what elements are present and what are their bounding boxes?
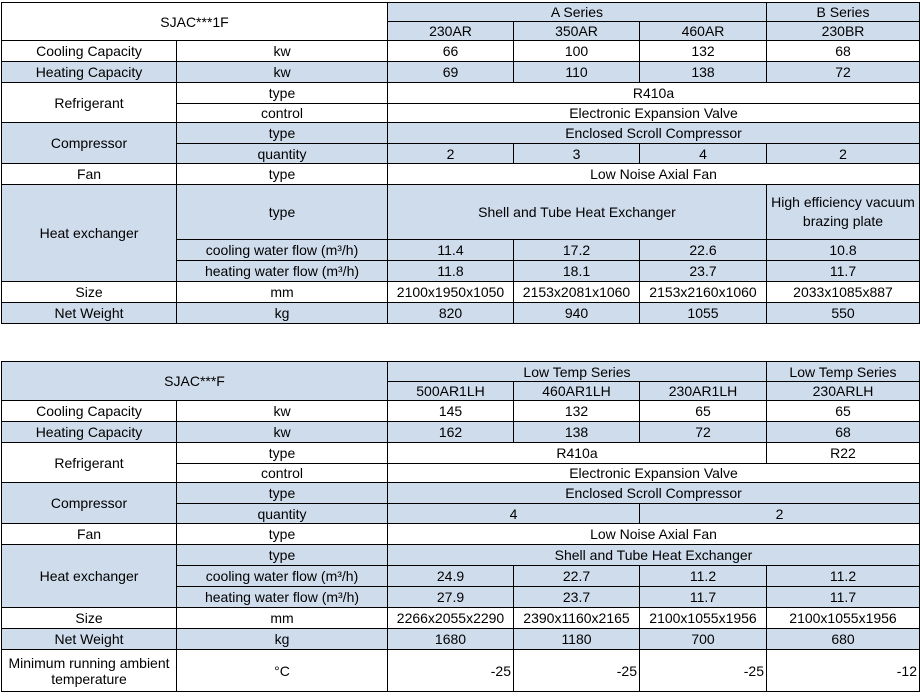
unit-cell: °C — [177, 650, 388, 692]
value-cell: 1055 — [640, 303, 767, 324]
row-label-net-weight: Net Weight — [2, 303, 177, 324]
value-cell: -25 — [388, 650, 514, 692]
value-cell: 72 — [640, 422, 767, 443]
value-cell: 1180 — [514, 629, 640, 650]
model-name: 460AR1LH — [514, 382, 640, 401]
value-cell: 2266x2055x2290 — [388, 608, 514, 629]
row-label-refrigerant: Refrigerant — [2, 443, 177, 483]
value-cell: Shell and Tube Heat Exchanger — [388, 185, 767, 240]
value-cell: 68 — [767, 422, 920, 443]
value-cell: -12 — [767, 650, 920, 692]
value-cell: 2 — [640, 504, 920, 524]
sub-label: cooling water flow (m³/h) — [177, 566, 388, 587]
value-cell: 162 — [388, 422, 514, 443]
row-label-net-weight: Net Weight — [2, 629, 177, 650]
value-cell: 11.4 — [388, 240, 514, 261]
value-cell: -25 — [640, 650, 767, 692]
series-header-low-temp-2: Low Temp Series — [767, 362, 920, 382]
value-cell: 17.2 — [514, 240, 640, 261]
row-label-refrigerant: Refrigerant — [2, 83, 177, 123]
value-cell: 138 — [514, 422, 640, 443]
value-cell: 24.9 — [388, 566, 514, 587]
value-cell: 10.8 — [767, 240, 920, 261]
row-label-cooling-capacity: Cooling Capacity — [2, 401, 177, 422]
value-cell: 18.1 — [514, 261, 640, 282]
sub-label: type — [177, 123, 388, 144]
value-cell: 138 — [640, 62, 767, 83]
row-label-heating-capacity: Heating Capacity — [2, 62, 177, 83]
row-label-heating-capacity: Heating Capacity — [2, 422, 177, 443]
model-name: 460AR — [640, 22, 767, 41]
value-cell: 2390x1160x2165 — [514, 608, 640, 629]
value-cell: 69 — [388, 62, 514, 83]
row-label-size: Size — [2, 282, 177, 303]
value-cell: 2100x1055x1956 — [640, 608, 767, 629]
sub-label: type — [177, 83, 388, 104]
unit-cell: kw — [177, 422, 388, 443]
value-cell: R22 — [767, 443, 920, 464]
value-cell: 145 — [388, 401, 514, 422]
model-name: 230AR1LH — [640, 382, 767, 401]
model-name: 500AR1LH — [388, 382, 514, 401]
value-cell: 4 — [388, 504, 640, 524]
row-label-fan: Fan — [2, 164, 177, 185]
sub-label: control — [177, 464, 388, 483]
sub-label: type — [177, 164, 388, 185]
value-cell: 2 — [767, 144, 920, 164]
value-cell: Low Noise Axial Fan — [388, 164, 920, 185]
value-cell: 11.2 — [767, 566, 920, 587]
row-label-size: Size — [2, 608, 177, 629]
value-cell: R410a — [388, 83, 920, 104]
unit-cell: kw — [177, 41, 388, 62]
row-label-min-temp: Minimum running ambient temperature — [2, 650, 177, 692]
value-cell: Enclosed Scroll Compressor — [388, 123, 920, 144]
model-name: 230BR — [767, 22, 920, 41]
spec-table-a-b-series — [1, 2, 920, 324]
value-cell: 2153x2160x1060 — [640, 282, 767, 303]
unit-cell: mm — [177, 608, 388, 629]
unit-cell: kg — [177, 303, 388, 324]
sub-label: cooling water flow (m³/h) — [177, 240, 388, 261]
value-cell: Electronic Expansion Valve — [388, 464, 920, 483]
value-cell: 2 — [388, 144, 514, 164]
row-label-compressor: Compressor — [2, 483, 177, 524]
value-cell: 66 — [388, 41, 514, 62]
unit-cell: kw — [177, 401, 388, 422]
sub-label: control — [177, 104, 388, 123]
value-cell: 100 — [514, 41, 640, 62]
value-cell: 700 — [640, 629, 767, 650]
sub-label: quantity — [177, 144, 388, 164]
value-cell: 23.7 — [640, 261, 767, 282]
value-cell: 550 — [767, 303, 920, 324]
value-cell: 2100x1950x1050 — [388, 282, 514, 303]
unit-cell: mm — [177, 282, 388, 303]
value-cell: 22.7 — [514, 566, 640, 587]
value-cell: High efficiency vacuum brazing plate — [767, 185, 920, 240]
row-label-heat-exchanger: Heat exchanger — [2, 545, 177, 608]
model-name: 350AR — [514, 22, 640, 41]
value-cell: 23.7 — [514, 587, 640, 608]
value-cell: 2153x2081x1060 — [514, 282, 640, 303]
series-header-b: B Series — [767, 3, 920, 22]
value-cell: 72 — [767, 62, 920, 83]
unit-cell: kw — [177, 62, 388, 83]
series-header-a: A Series — [388, 3, 767, 22]
value-cell: 65 — [767, 401, 920, 422]
value-cell: 4 — [640, 144, 767, 164]
sub-label: heating water flow (m³/h) — [177, 261, 388, 282]
value-cell: R410a — [388, 443, 767, 464]
sub-label: heating water flow (m³/h) — [177, 587, 388, 608]
value-cell: Shell and Tube Heat Exchanger — [388, 545, 920, 566]
value-cell: 68 — [767, 41, 920, 62]
spec-table-low-temp-series — [1, 361, 920, 692]
sub-label: type — [177, 185, 388, 240]
value-cell: 1680 — [388, 629, 514, 650]
value-cell: 132 — [514, 401, 640, 422]
sub-label: type — [177, 483, 388, 504]
series-header-low-temp: Low Temp Series — [388, 362, 767, 382]
row-label-compressor: Compressor — [2, 123, 177, 164]
value-cell: 940 — [514, 303, 640, 324]
sub-label: type — [177, 545, 388, 566]
model-header: SJAC***F — [2, 362, 388, 401]
value-cell: 2100x1055x1956 — [767, 608, 920, 629]
model-name: 230ARLH — [767, 382, 920, 401]
value-cell: 11.7 — [767, 587, 920, 608]
value-cell: 11.8 — [388, 261, 514, 282]
value-cell: Low Noise Axial Fan — [388, 524, 920, 545]
value-cell: -25 — [514, 650, 640, 692]
value-cell: 27.9 — [388, 587, 514, 608]
sub-label: type — [177, 524, 388, 545]
sub-label: type — [177, 443, 388, 464]
value-cell: 2033x1085x887 — [767, 282, 920, 303]
row-label-fan: Fan — [2, 524, 177, 545]
value-cell: Enclosed Scroll Compressor — [388, 483, 920, 504]
model-name: 230AR — [388, 22, 514, 41]
value-cell: 65 — [640, 401, 767, 422]
unit-cell: kg — [177, 629, 388, 650]
sub-label: quantity — [177, 504, 388, 524]
value-cell: 680 — [767, 629, 920, 650]
model-header: SJAC***1F — [2, 3, 388, 41]
value-cell: 110 — [514, 62, 640, 83]
value-cell: 11.2 — [640, 566, 767, 587]
row-label-cooling-capacity: Cooling Capacity — [2, 41, 177, 62]
value-cell: 11.7 — [767, 261, 920, 282]
value-cell: 132 — [640, 41, 767, 62]
value-cell: 820 — [388, 303, 514, 324]
value-cell: 22.6 — [640, 240, 767, 261]
row-label-heat-exchanger: Heat exchanger — [2, 185, 177, 282]
value-cell: 3 — [514, 144, 640, 164]
value-cell: 11.7 — [640, 587, 767, 608]
value-cell: Electronic Expansion Valve — [388, 104, 920, 123]
